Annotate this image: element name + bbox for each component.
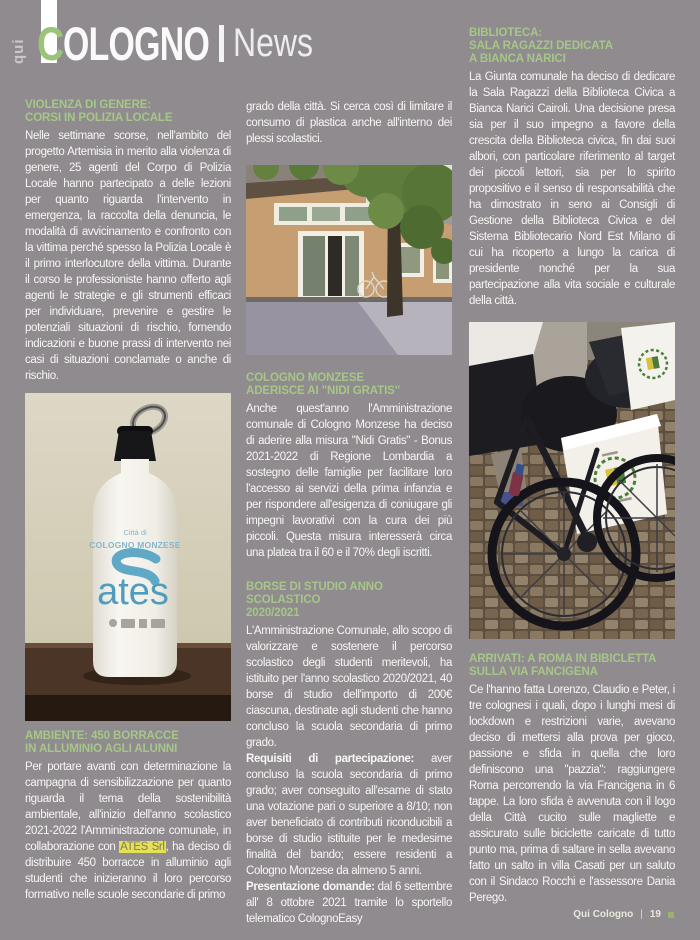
school-photo <box>246 165 452 355</box>
footer-brand: Qui Cologno <box>573 909 634 920</box>
heading-ambiente-line2: IN ALLUMINIO AGLI ALUNNI <box>25 743 178 755</box>
heading-borse-line1: BORSE DI STUDIO ANNO SCOLASTICO <box>246 581 383 606</box>
heading-nidi-line1: COLOGNO MONZESE <box>246 372 364 384</box>
crank-icon <box>577 532 597 552</box>
body-borse: L'Amministrazione Comunale, allo scopo di valorizzare e sostenere il percorso scolastico degli studenti meritevoli, ha istituito per l'anno scolastico 2020/2021, 40 borse di studio dell'importo di 200€ ciascuna, destinate agli studenti che hanno concluso la scuola secondaria di primo grado. <box>246 625 452 749</box>
ates-highlight: ATES Srl <box>120 841 165 853</box>
table-front <box>25 695 231 721</box>
heading-violenza-line2: CORSI IN POLIZIA LOCALE <box>25 112 173 124</box>
footer-dot-icon <box>668 912 674 918</box>
body-nidi: Anche quest'anno l'Amministrazione comunale di Cologno Monzese ha deciso di aderire alla misura "Nidi Gratis" - Bonus 2021-2022 di Regione Lombardia a sostegno delle famiglie per facilitare loro l'accesso ai servizi della prima infanzia e per rispondere all'esigenza di coniugare gli impegni lavorativi con la cura dei più piccoli. Questa misura interesserà circa una platea tra il 60 e il 70% degli iscritti. <box>246 403 452 559</box>
heading-roma-line2: SULLA VIA FANCIGENA <box>469 666 598 678</box>
body-borse-requisiti <box>246 751 452 879</box>
heading-borse-line2: 2020/2021 <box>246 607 300 619</box>
body-violenza: Nelle settimane scorse, nell'ambito del progetto Artemisia in merito alla violenza di genere, 25 agenti del Corpo di Polizia Locale hanno partecipato a delle lezioni per quanto riguarda l'intervento in emergenza, la raccolta della denuncia, le modalità di avvicinamento e confronto con la vittima perché spesso la Polizia Locale è il primo interlocutore della vittima. Durante il corso le professioniste hanno offerto agli agenti le strategie e gli strumenti efficaci per individuare, prevenire e gestire le potenziali situazioni di rischio, fornendo indicazioni e buone prassi di intervento nei casi di situazioni conclamate o anche di rischio. <box>25 130 231 382</box>
column-3 <box>469 27 675 906</box>
footer-separator: | <box>640 909 643 920</box>
ates-brand-text: ates <box>97 571 169 613</box>
masthead-qui-vertical: qui <box>10 38 27 64</box>
heading-biblioteca <box>469 27 675 66</box>
body-borse-domande <box>246 879 452 927</box>
school-photo-figure <box>246 165 452 355</box>
masthead-news-label: News <box>233 21 314 65</box>
bottle-cap <box>114 431 156 461</box>
heading-violenza-line1: VIOLENZA DI GENERE: <box>25 99 152 111</box>
heading-biblioteca-line1: BIBLIOTECA: <box>469 27 543 39</box>
masthead-c-letter: C <box>37 17 65 70</box>
heading-violenza <box>25 99 231 125</box>
requisiti-text: aver concluso la scuola secondaria di primo grado; aver conseguito all'esame di stato una votazione pari o superiore a 8/10; non aver beneficiato di contributi riconducibili a borse di studio istituite per le medesime finalità del bando; essere residenti a Cologno Monzese da almeno 5 anni. <box>246 753 452 877</box>
heading-ambiente <box>25 730 231 756</box>
heading-nidi-line2: ADERISCE AI "NIDI GRATIS" <box>246 385 401 397</box>
masthead-divider-bar <box>219 25 224 62</box>
domande-label: Presentazione domande: <box>246 881 378 893</box>
bottle-photo <box>25 393 231 721</box>
requisiti-label: Requisiti di partecipazione: <box>246 753 432 765</box>
heading-roma-line1: ARRIVATI: A ROMA IN BIBICLETTA <box>469 653 657 665</box>
bottle-photo-figure <box>25 393 231 721</box>
heading-ambiente-line1: AMBIENTE: 450 BORRACCE <box>25 730 179 742</box>
body-ambiente-start: Per portare avanti con determinazione la campagna di sensibilizzazione per quanto riguarda il tema della sostenibilità ambientale, all'inizio dell'anno scolastico 2021-2022 l'Amministrazione comunale, in collaborazione con <box>25 761 231 853</box>
heading-borse <box>246 581 452 620</box>
column-1 <box>25 99 231 903</box>
bottle-label-city-prefix: Città di <box>123 528 147 537</box>
heading-biblioteca-line3: A BIANCA NARICI <box>469 53 566 65</box>
body-biblioteca: La Giunta comunale ha deciso di dedicare la Sala Ragazzi della Biblioteca Civica a Bianca Narici Cairoli. Una decisione presa sia per il suo impegno a favore della crescita della Biblioteca civica, fin dai suoi albori, con particolare riferimento al target dei piccoli lettori, sia per lo spirito propositivo e il senso di responsabilità che ha dimostrato in seno ai Consigli di Gestione della Biblioteca Civica e del Sistema Bibliotecario Nord Est Milano di cui ha ricoperto a lungo la carica di presidente nonché per la sua partecipazione alla vita sociale e culturale della città. <box>469 71 675 307</box>
clerestory-windows <box>274 203 380 225</box>
bikes-photo <box>469 322 675 639</box>
heading-nidi <box>246 372 452 398</box>
bottle-label-city: COLOGNO MONZESE <box>89 540 181 550</box>
entrance-doors <box>298 231 364 301</box>
heading-biblioteca-line2: SALA RAGAZZI DEDICATA <box>469 40 613 52</box>
body-ambiente-continuation: grado della città. Si cerca così di limitare il consumo di plastica anche all'interno dei plessi scolastici. <box>246 101 452 145</box>
body-ambiente <box>25 759 231 903</box>
body-ambiente-end: , ha deciso di distribuire 450 borracce in alluminio agli studenti che inizieranno il loro percorso formativo nelle scuole secondarie di primo <box>25 841 231 901</box>
footer-page-number: 19 <box>649 909 661 920</box>
heading-roma <box>469 653 675 679</box>
bikes-photo-figure <box>469 322 675 639</box>
masthead-wordmark: OLOGNO <box>63 17 210 70</box>
page-footer <box>573 909 674 920</box>
rear-wheel <box>492 482 636 626</box>
body-roma: Ce l'hanno fatta Lorenzo, Claudio e Peter, i tre colognesi i quali, dopo i lunghi mesi di lockdown e restrizioni varie, avevano deciso di mettersi alla prova per gioco, passione e sfida in quella che loro definiscono una "pazzia": raggiungere Roma percorrendo la via Francigena in 6 tappe. La loro sfida è avvenuta con il logo della Città cucito sulle magliette e assicurato sulle biciclette caricate di tutto punto ma, prima di saltare in sella avevano fatto un salto in villa Casati per un saluto con il Sindaco Rocchi e l'assessore Dania Perego. <box>469 684 675 904</box>
domande-text: dal 6 settembre all' 8 ottobre 2021 tramite lo sportello telematico ColognoEasy <box>246 881 452 925</box>
column-2 <box>246 99 452 927</box>
